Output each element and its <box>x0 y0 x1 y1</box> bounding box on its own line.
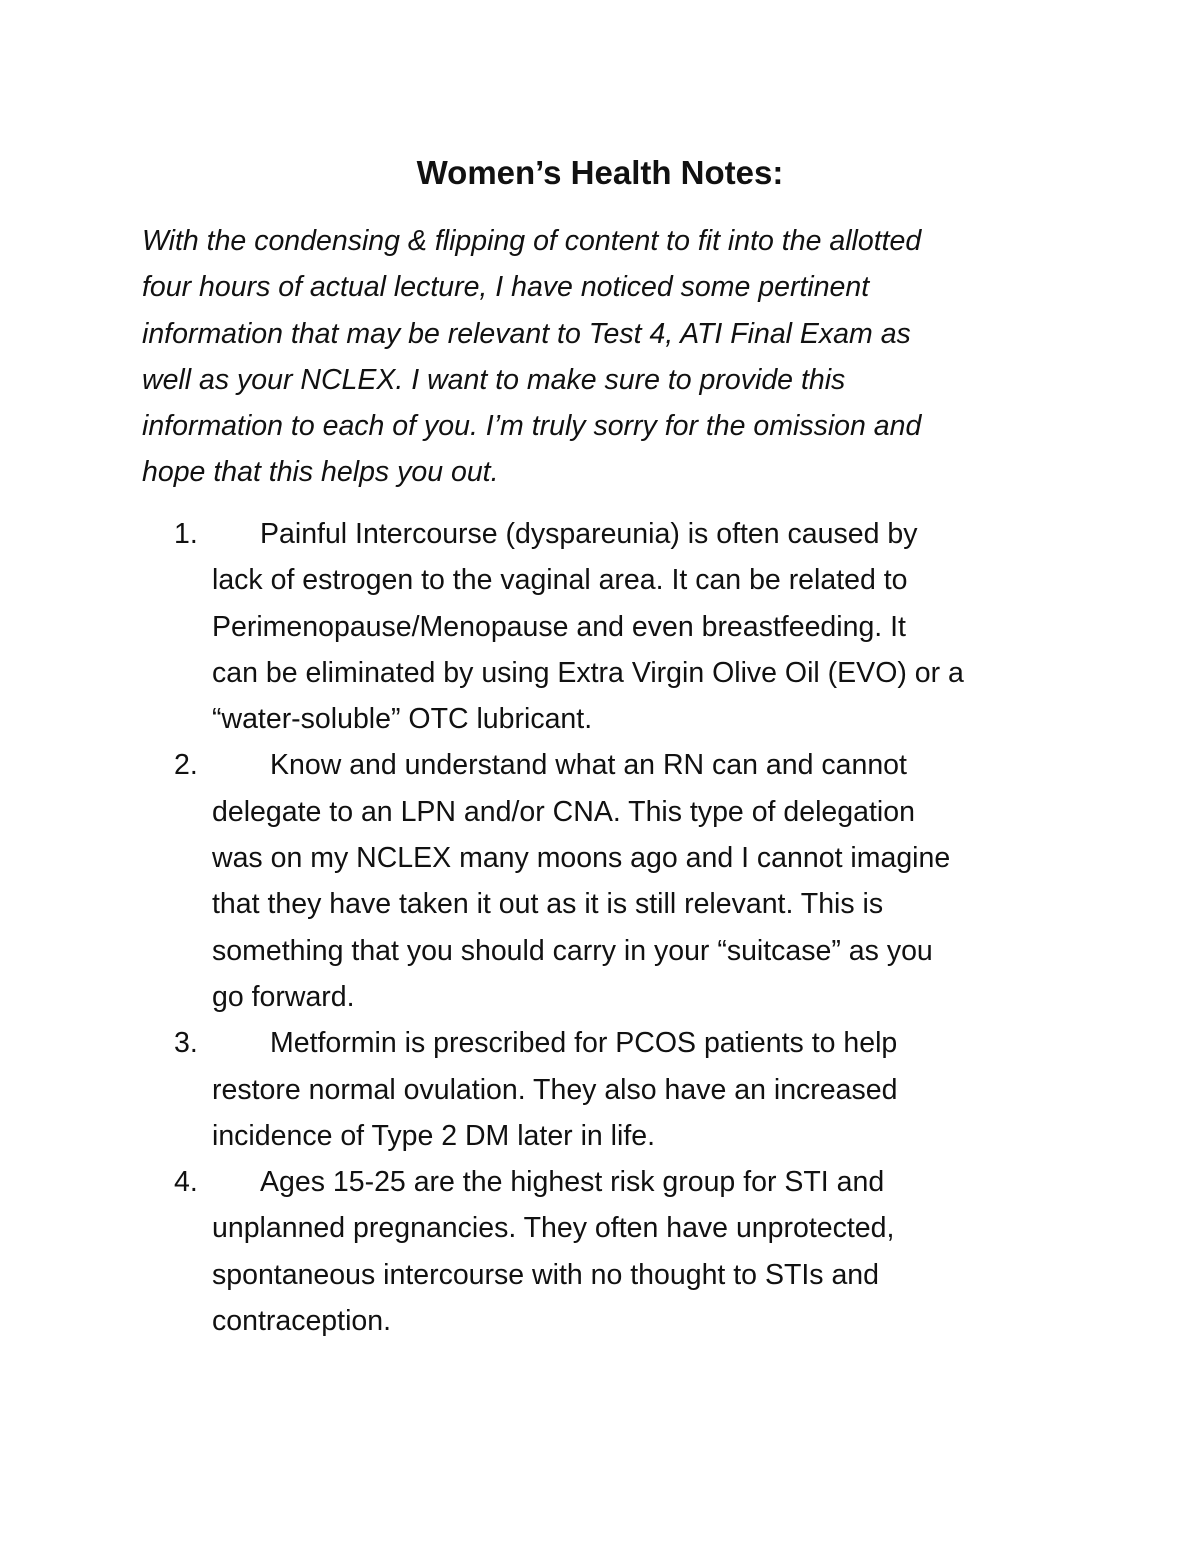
list-item-line: restore normal ovulation. They also have an increased <box>212 1073 898 1106</box>
list-item-line: Metformin is prescribed for PCOS patients to help <box>270 1027 898 1060</box>
list-item-line: Know and understand what an RN can and cannot <box>270 749 907 782</box>
list-item-line: unplanned pregnancies. They often have unprotected, <box>212 1212 895 1245</box>
list-item-number: 3. <box>174 1027 198 1060</box>
intro-paragraph <box>142 218 1062 496</box>
list-item-line: contraception. <box>212 1305 392 1338</box>
list-item-line: incidence of Type 2 DM later in life. <box>212 1119 656 1152</box>
document-title: Women’s Health Notes: <box>416 154 784 191</box>
list-item-number: 1. <box>174 518 198 550</box>
intro-line: four hours of actual lecture, I have noticed some pertinent <box>142 271 870 304</box>
list-item-line: something that you should carry in your “suitcase” as you <box>212 934 933 967</box>
notes-list <box>174 511 1074 1344</box>
list-item-line: lack of estrogen to the vaginal area. It can be related to <box>212 564 908 597</box>
list-item-line: spontaneous intercourse with no thought to STIs and <box>212 1258 880 1291</box>
intro-line: hope that this helps you out. <box>142 456 499 489</box>
list-item <box>174 1020 1074 1159</box>
list-item-line: go forward. <box>212 980 355 1013</box>
list-item-line: Ages 15-25 are the highest risk group for STI and <box>260 1166 885 1199</box>
intro-line: well as your NCLEX. I want to make sure to provide this <box>142 363 846 396</box>
list-item-line: delegate to an LPN and/or CNA. This type of delegation <box>212 795 915 828</box>
list-item-number: 2. <box>174 749 198 782</box>
list-item-line: was on my NCLEX many moons ago and I cannot imagine <box>212 842 951 875</box>
intro-line: information that may be relevant to Test 4, ATI Final Exam as <box>142 317 911 350</box>
list-item-line: “water-soluble” OTC lubricant. <box>212 703 593 736</box>
intro-line: information to each of you. I’m truly sorry for the omission and <box>142 410 922 443</box>
list-item-line: Perimenopause/Menopause and even breastfeeding. It <box>212 610 906 643</box>
list-item <box>174 1159 1074 1344</box>
list-item-line: Painful Intercourse (dyspareunia) is often caused by <box>260 518 918 550</box>
list-item-number: 4. <box>174 1166 198 1199</box>
list-item <box>174 742 1074 1020</box>
list-item-line: that they have taken it out as it is still relevant. This is <box>212 888 884 921</box>
list-item-line: can be eliminated by using Extra Virgin Olive Oil (EVO) or a <box>212 656 964 689</box>
intro-line: With the condensing & flipping of content to fit into the allotted <box>142 225 922 257</box>
list-item <box>174 511 1074 742</box>
